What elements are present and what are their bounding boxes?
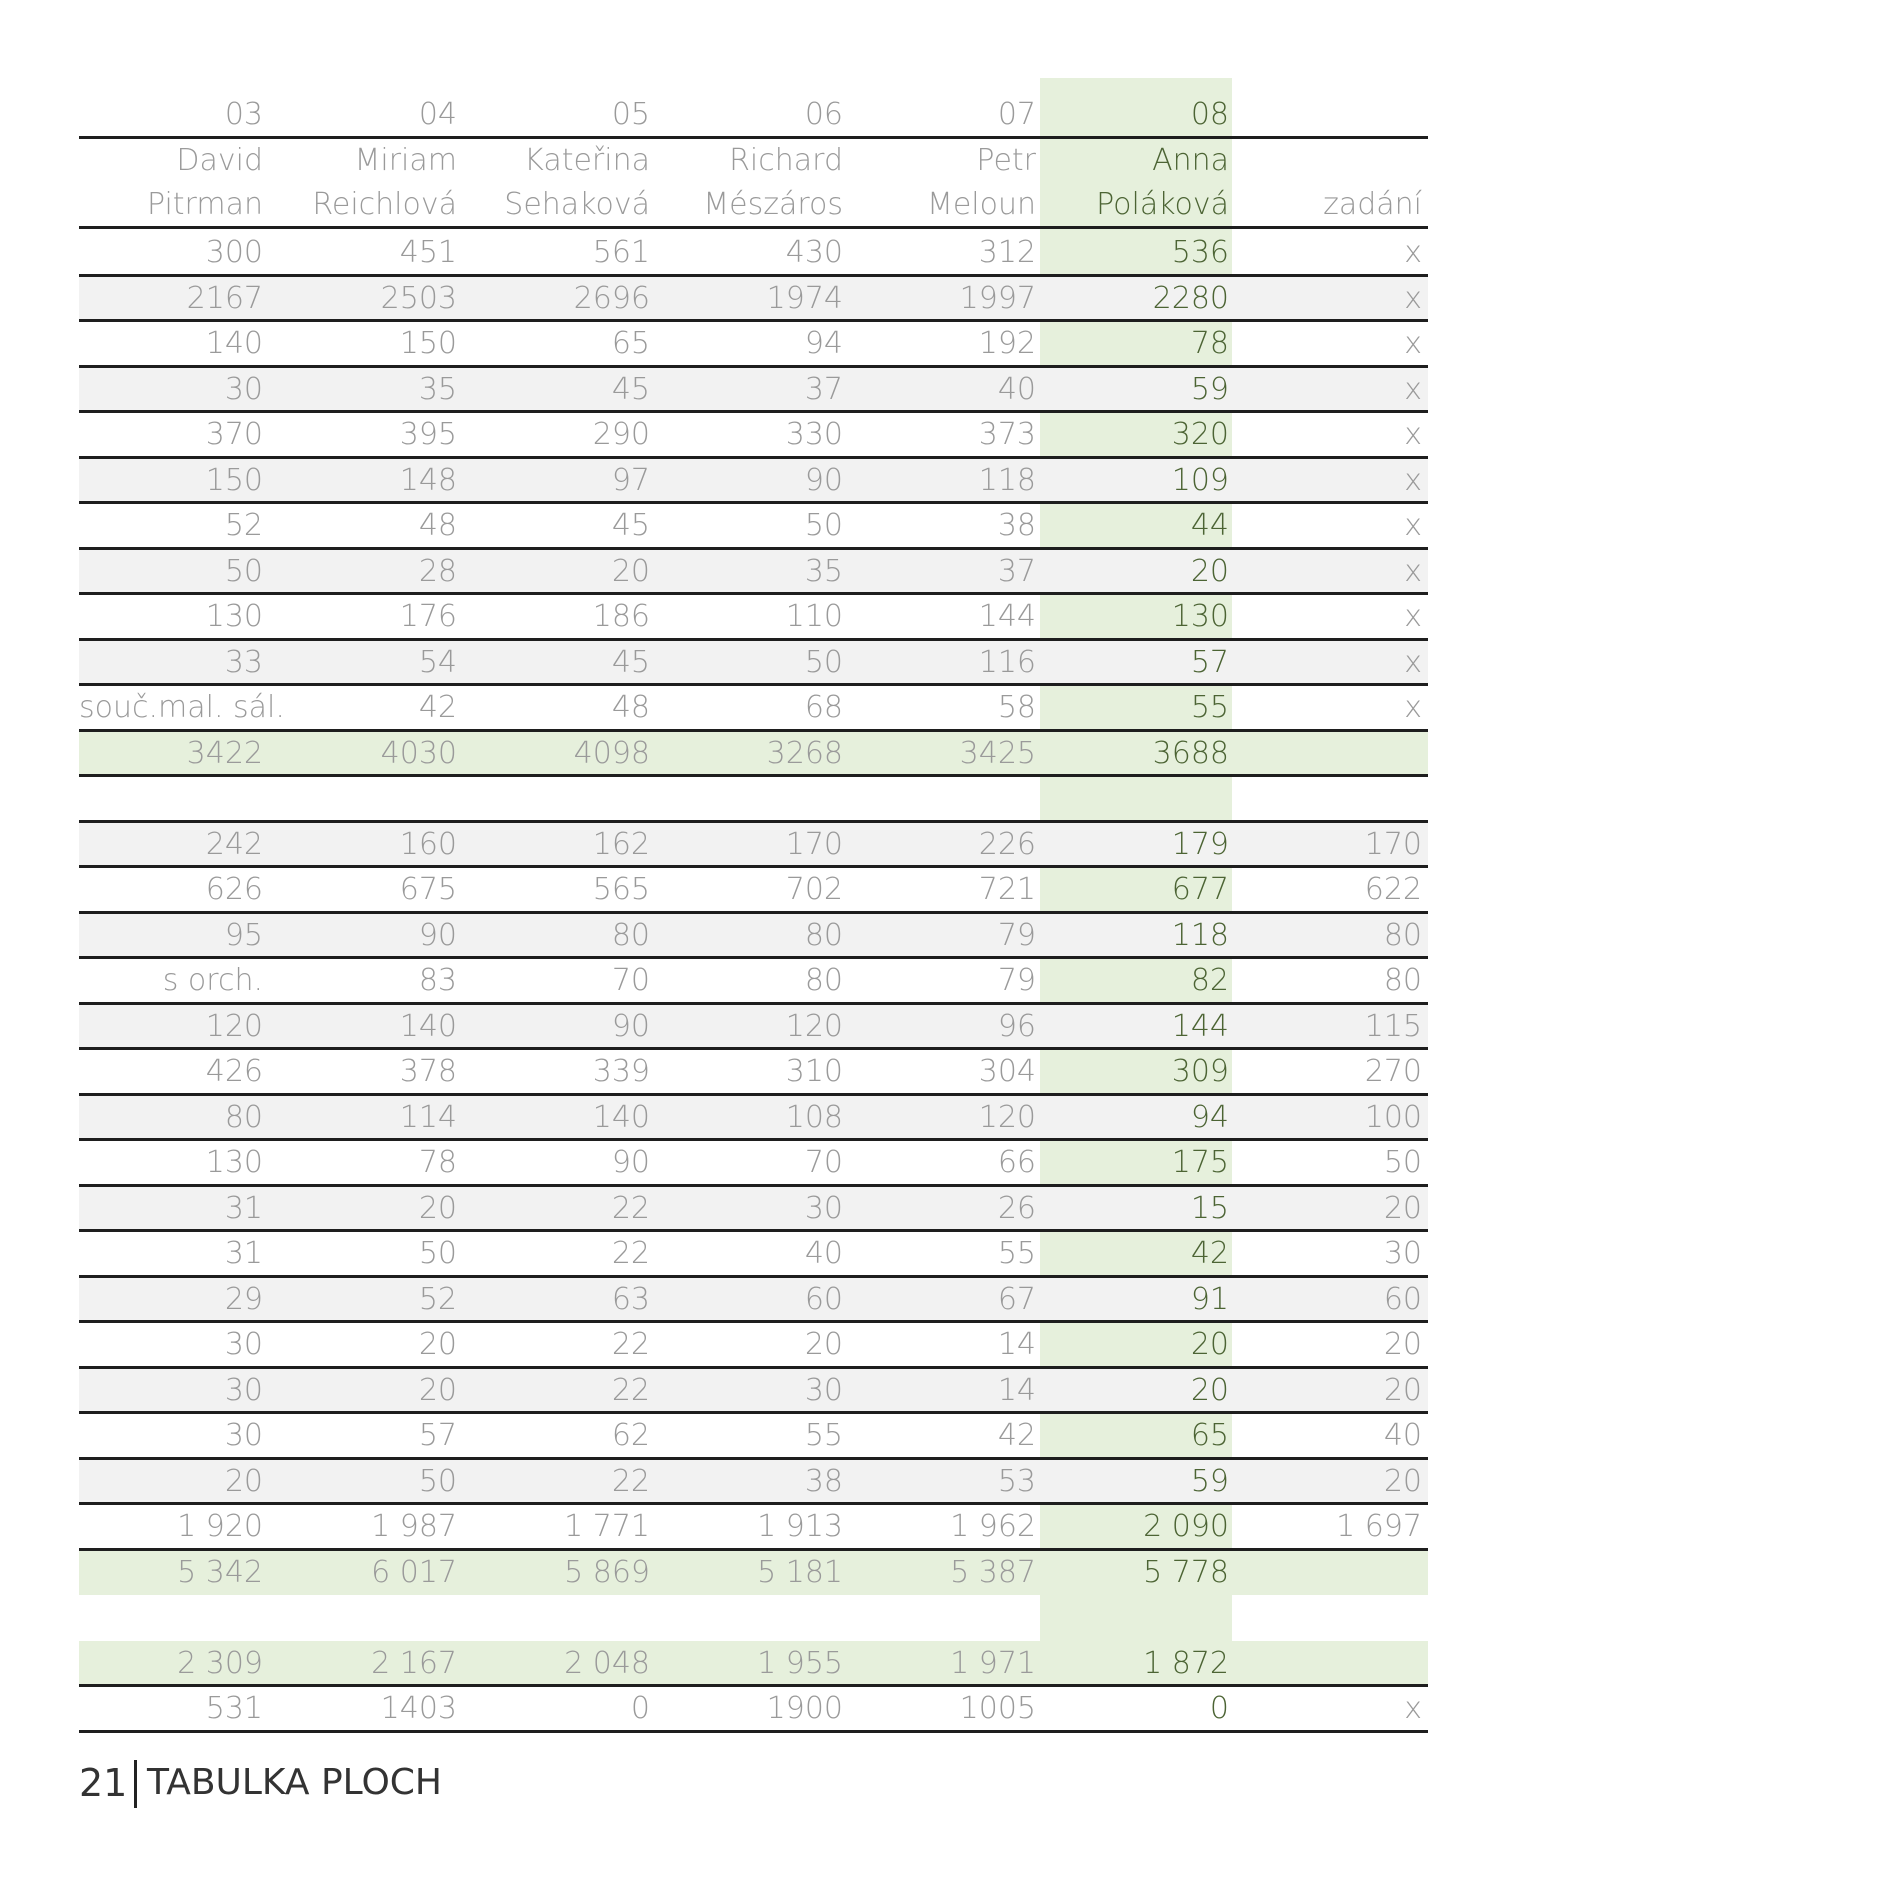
table-cell: 40 (1383, 1418, 1422, 1453)
table-cell: 63 (611, 1281, 650, 1317)
table-cell: 110 (785, 599, 843, 634)
table-row (79, 1277, 1428, 1323)
table-cell: 148 (399, 462, 457, 498)
table-cell: 65 (1190, 1418, 1229, 1453)
table-cell: 304 (978, 1054, 1036, 1089)
table-cell: 20 (1190, 1372, 1229, 1408)
table-cell: 60 (1383, 1281, 1422, 1317)
table-row (79, 640, 1428, 686)
table-cell: 08 (1190, 97, 1229, 132)
table-cell: 57 (1190, 644, 1229, 680)
table-cell: 130 (1171, 599, 1229, 634)
table-cell: 20 (1190, 1327, 1229, 1362)
table-row (79, 549, 1428, 595)
table-cell: 2696 (573, 280, 650, 316)
table-cell: 40 (804, 1236, 843, 1271)
table-cell: 176 (399, 599, 457, 634)
table-cell: 68 (804, 690, 843, 725)
table-cell: 30 (224, 371, 263, 407)
table-cell: s orch. (162, 963, 263, 998)
table-cell: 175 (1171, 1145, 1229, 1180)
table-cell: souč.mal. sál. (79, 690, 285, 725)
table-row (79, 867, 1428, 913)
table-cell: 14 (997, 1372, 1036, 1408)
table-cell: 378 (399, 1054, 457, 1089)
table-cell: 1 872 (1143, 1645, 1229, 1681)
table-row (79, 1186, 1428, 1232)
table-cell: 109 (1171, 462, 1229, 498)
table-row (79, 1231, 1428, 1277)
table-cell: 30 (804, 1372, 843, 1408)
table-cell: 1 913 (757, 1509, 843, 1544)
table-cell: 622 (1364, 872, 1422, 907)
table-cell: 50 (418, 1463, 457, 1499)
table-cell: 430 (785, 235, 843, 270)
table-row (79, 412, 1428, 458)
table-cell: 05 (611, 97, 650, 132)
table-cell: 20 (1383, 1190, 1422, 1226)
table-cell: 140 (205, 326, 263, 361)
table-cell: 116 (978, 644, 1036, 680)
table-cell: 80 (804, 963, 843, 998)
table-cell: 312 (978, 235, 1036, 270)
table-cell: 44 (1190, 508, 1229, 543)
table-row (79, 913, 1428, 959)
table-row (79, 230, 1428, 276)
table-row (79, 1413, 1428, 1459)
page-number: 21 (79, 1761, 128, 1805)
table-row (79, 1140, 1428, 1186)
table-cell: 426 (205, 1054, 263, 1089)
table-row (79, 1322, 1428, 1368)
table-cell: 2503 (380, 280, 457, 316)
table-cell: 42 (997, 1418, 1036, 1453)
table-cell: 22 (611, 1372, 650, 1408)
table-cell: 1997 (959, 280, 1036, 316)
table-cell: 55 (804, 1418, 843, 1453)
table-cell: 45 (611, 644, 650, 680)
table-cell: Sehaková (504, 187, 650, 222)
header-name-row (79, 182, 1428, 228)
table-cell: 702 (785, 872, 843, 907)
table-cell: 06 (804, 97, 843, 132)
table-cell: 300 (205, 235, 263, 270)
table-cell: x (1404, 690, 1422, 725)
table-cell: 55 (997, 1236, 1036, 1271)
table-cell: 310 (785, 1054, 843, 1089)
table-cell: 15 (1190, 1190, 1229, 1226)
page-title: TABULKA PLOCH (147, 1762, 442, 1803)
table-cell: 95 (224, 917, 263, 953)
table-cell: x (1404, 508, 1422, 543)
table-cell: 20 (224, 1463, 263, 1499)
table-cell: 83 (418, 963, 457, 998)
table-cell: 20 (1383, 1372, 1422, 1408)
table-cell: 82 (1190, 963, 1229, 998)
table-row (79, 276, 1428, 322)
table-cell: 170 (1364, 826, 1422, 862)
table-cell: 38 (804, 1463, 843, 1499)
table-cell: x (1404, 417, 1422, 452)
table-cell: 70 (611, 963, 650, 998)
table-cell: 48 (611, 690, 650, 725)
table-cell: 52 (224, 508, 263, 543)
table-cell: 320 (1171, 417, 1229, 452)
table-cell: 270 (1364, 1054, 1422, 1089)
table-row (79, 458, 1428, 504)
table-cell: 144 (1171, 1008, 1229, 1044)
table-cell: 30 (224, 1372, 263, 1408)
table-cell: Mészáros (703, 187, 843, 222)
table-cell: 20 (1190, 553, 1229, 589)
table-cell: 90 (611, 1145, 650, 1180)
table-cell: 45 (611, 371, 650, 407)
table-row (79, 1686, 1428, 1732)
table-cell: 100 (1364, 1099, 1422, 1135)
table-cell: 5 869 (564, 1554, 650, 1590)
table-cell: x (1404, 644, 1422, 680)
table-cell: 1005 (959, 1691, 1036, 1726)
table-cell: Poláková (1096, 187, 1229, 222)
table-cell: 42 (1190, 1236, 1229, 1271)
table-cell: 37 (804, 371, 843, 407)
table-cell: x (1404, 326, 1422, 361)
table-cell: 3688 (1152, 735, 1229, 771)
table-cell: x (1404, 462, 1422, 498)
table-cell: 373 (978, 417, 1036, 452)
table-cell: 55 (1190, 690, 1229, 725)
table-cell: 1 987 (371, 1509, 457, 1544)
table-cell (1238, 138, 1422, 184)
table-cell: Pitrman (147, 187, 263, 222)
header-name-row (79, 138, 1428, 184)
table-cell: 26 (997, 1190, 1036, 1226)
table-cell: 94 (804, 326, 843, 361)
table-cell (1238, 92, 1422, 138)
table-cell: x (1404, 599, 1422, 634)
table-cell: 22 (611, 1236, 650, 1271)
table-row (79, 503, 1428, 549)
table-cell: 50 (418, 1236, 457, 1271)
table-cell: 186 (592, 599, 650, 634)
table-cell: 35 (804, 553, 843, 589)
table-cell: 626 (205, 872, 263, 907)
table-cell: 5 778 (1143, 1554, 1229, 1590)
table-cell: 339 (592, 1054, 650, 1089)
table-cell: 2167 (186, 280, 263, 316)
table-cell: 192 (978, 326, 1036, 361)
table-row (79, 958, 1428, 1004)
total-row (79, 1550, 1428, 1596)
table-row (79, 685, 1428, 731)
table-cell: 58 (997, 690, 1036, 725)
table-cell: 29 (224, 1281, 263, 1317)
table-cell: Anna (1152, 143, 1229, 178)
table-cell: 395 (399, 417, 457, 452)
table-cell: 120 (978, 1099, 1036, 1135)
table-cell: 1 955 (757, 1645, 843, 1681)
table-cell: 60 (804, 1281, 843, 1317)
table-cell: 80 (224, 1099, 263, 1135)
total-row (79, 1641, 1428, 1687)
table-row (79, 1004, 1428, 1050)
table-cell: 59 (1190, 371, 1229, 407)
table-cell: 07 (997, 97, 1036, 132)
table-cell: 22 (611, 1327, 650, 1362)
table-cell: 5 387 (950, 1554, 1036, 1590)
table-cell: 80 (804, 917, 843, 953)
table-cell: 4030 (380, 735, 457, 771)
table-cell: 2280 (1152, 280, 1229, 316)
table-row (79, 1459, 1428, 1505)
table-cell: Petr (976, 143, 1036, 178)
table-cell: 561 (592, 235, 650, 270)
table-cell: 3268 (766, 735, 843, 771)
table-cell: 80 (611, 917, 650, 953)
table-cell: 20 (418, 1190, 457, 1226)
table-row (79, 594, 1428, 640)
table-cell: 120 (785, 1008, 843, 1044)
table-cell: 1 971 (950, 1645, 1036, 1681)
table-cell: 20 (418, 1372, 457, 1408)
table-cell: 67 (997, 1281, 1036, 1317)
table-cell: 2 309 (177, 1645, 263, 1681)
table-cell: 4098 (573, 735, 650, 771)
table-cell: 97 (611, 462, 650, 498)
table-cell: 94 (1190, 1099, 1229, 1135)
table-cell: 48 (418, 508, 457, 543)
table-cell: zadání (1323, 187, 1422, 222)
table-cell: 2 090 (1143, 1509, 1229, 1544)
table-cell: 531 (205, 1691, 263, 1726)
table-cell: 721 (978, 872, 1036, 907)
table-cell: 91 (1190, 1281, 1229, 1317)
table-cell: 2 167 (371, 1645, 457, 1681)
table-cell: 50 (804, 508, 843, 543)
table-cell: 62 (611, 1418, 650, 1453)
table-row (79, 1049, 1428, 1095)
table-cell: 04 (418, 97, 457, 132)
table-cell: 50 (1383, 1145, 1422, 1180)
table-cell: 53 (997, 1463, 1036, 1499)
table-cell: 3425 (959, 735, 1036, 771)
table-cell: 50 (804, 644, 843, 680)
table-cell: 118 (1171, 917, 1229, 953)
table-cell: Richard (729, 143, 843, 178)
table-cell: Reichlová (312, 187, 457, 222)
table-cell: 90 (418, 917, 457, 953)
table-row (79, 1368, 1428, 1414)
table-cell: 79 (997, 963, 1036, 998)
table-cell: 1 771 (564, 1509, 650, 1544)
table-cell: x (1404, 1691, 1422, 1726)
table-row (79, 1095, 1428, 1141)
table-cell: 1974 (766, 280, 843, 316)
table-cell: 40 (997, 371, 1036, 407)
table-cell: 451 (399, 235, 457, 270)
table-cell: 115 (1364, 1008, 1422, 1044)
table-cell: 5 181 (757, 1554, 843, 1590)
table-cell: 330 (785, 417, 843, 452)
table-cell: 20 (418, 1327, 457, 1362)
table-cell: 108 (785, 1099, 843, 1135)
table-cell: 31 (224, 1190, 263, 1226)
table-cell: 66 (997, 1145, 1036, 1180)
table-cell: 0 (630, 1691, 650, 1726)
table-cell: 80 (1383, 917, 1422, 953)
table-cell: 144 (978, 599, 1036, 634)
table-cell: 1 697 (1336, 1509, 1422, 1544)
table-cell: 130 (205, 1145, 263, 1180)
table-cell: 160 (399, 826, 457, 862)
table-cell: 90 (804, 462, 843, 498)
table-cell: 38 (997, 508, 1036, 543)
table-cell: 30 (804, 1190, 843, 1226)
table-cell: 28 (418, 553, 457, 589)
table-cell: 675 (399, 872, 457, 907)
table-cell: Kateřina (524, 143, 650, 178)
table-cell: 1 962 (950, 1509, 1036, 1544)
table-cell: 290 (592, 417, 650, 452)
table-cell: 31 (224, 1236, 263, 1271)
table-cell: 5 342 (177, 1554, 263, 1590)
table-cell: 162 (592, 826, 650, 862)
table-cell: 140 (399, 1008, 457, 1044)
table-cell: 565 (592, 872, 650, 907)
table-cell: 150 (399, 326, 457, 361)
table-row (79, 367, 1428, 413)
table-cell: 3422 (186, 735, 263, 771)
table-cell: 30 (224, 1418, 263, 1453)
table-cell: 1403 (380, 1691, 457, 1726)
table-cell (1238, 731, 1422, 777)
table-cell: David (176, 143, 263, 178)
table-cell: 30 (1383, 1236, 1422, 1271)
table-cell (1238, 1550, 1422, 1596)
table-cell: 57 (418, 1418, 457, 1453)
table-cell: Meloun (926, 187, 1036, 222)
table-cell: 20 (1383, 1463, 1422, 1499)
table-row (79, 822, 1428, 868)
table-cell: 0 (1209, 1691, 1229, 1726)
header-number-row (79, 92, 1428, 138)
table-cell: 96 (997, 1008, 1036, 1044)
table-cell: 120 (205, 1008, 263, 1044)
table-cell: 22 (611, 1190, 650, 1226)
table-row (79, 321, 1428, 367)
table-cell: 79 (997, 917, 1036, 953)
table-cell: x (1404, 371, 1422, 407)
table-cell: 42 (418, 690, 457, 725)
table-cell: x (1404, 280, 1422, 316)
table-cell: 14 (997, 1327, 1036, 1362)
footer-divider (134, 1760, 137, 1808)
table-cell: 140 (592, 1099, 650, 1135)
table-cell: x (1404, 235, 1422, 270)
table-cell: 150 (205, 462, 263, 498)
table-cell (1238, 1641, 1422, 1687)
table-cell: 52 (418, 1281, 457, 1317)
table-cell: 309 (1171, 1054, 1229, 1089)
table-cell: 242 (205, 826, 263, 862)
table-cell: 80 (1383, 963, 1422, 998)
table-cell: 118 (978, 462, 1036, 498)
table-cell: 59 (1190, 1463, 1229, 1499)
subtotal-row (79, 1504, 1428, 1550)
table-cell: 1900 (766, 1691, 843, 1726)
table-cell: 78 (1190, 326, 1229, 361)
table-cell: 677 (1171, 872, 1229, 907)
table-cell: 30 (224, 1327, 263, 1362)
table-cell: 50 (224, 553, 263, 589)
table-cell: 35 (418, 371, 457, 407)
table-cell: x (1404, 553, 1422, 589)
table-cell: 370 (205, 417, 263, 452)
table-cell: 78 (418, 1145, 457, 1180)
total-row (79, 731, 1428, 777)
table-cell: 33 (224, 644, 263, 680)
table-cell: 45 (611, 508, 650, 543)
table-cell: 37 (997, 553, 1036, 589)
table-cell: 2 048 (564, 1645, 650, 1681)
table-cell: 1 920 (177, 1509, 263, 1544)
table-cell: 54 (418, 644, 457, 680)
table-cell: 70 (804, 1145, 843, 1180)
table-cell: 65 (611, 326, 650, 361)
table-cell: 170 (785, 826, 843, 862)
table-cell: 22 (611, 1463, 650, 1499)
table-cell: 226 (978, 826, 1036, 862)
table-cell: 536 (1171, 235, 1229, 270)
table-cell: 20 (804, 1327, 843, 1362)
table-cell: 114 (399, 1099, 457, 1135)
table-cell: 90 (611, 1008, 650, 1044)
table-cell: 03 (224, 97, 263, 132)
table-cell: 20 (611, 553, 650, 589)
table-cell: 179 (1171, 826, 1229, 862)
table-cell: 6 017 (371, 1554, 457, 1590)
table-cell: 20 (1383, 1327, 1422, 1362)
table-cell: Miriam (354, 143, 457, 178)
table-cell: 130 (205, 599, 263, 634)
